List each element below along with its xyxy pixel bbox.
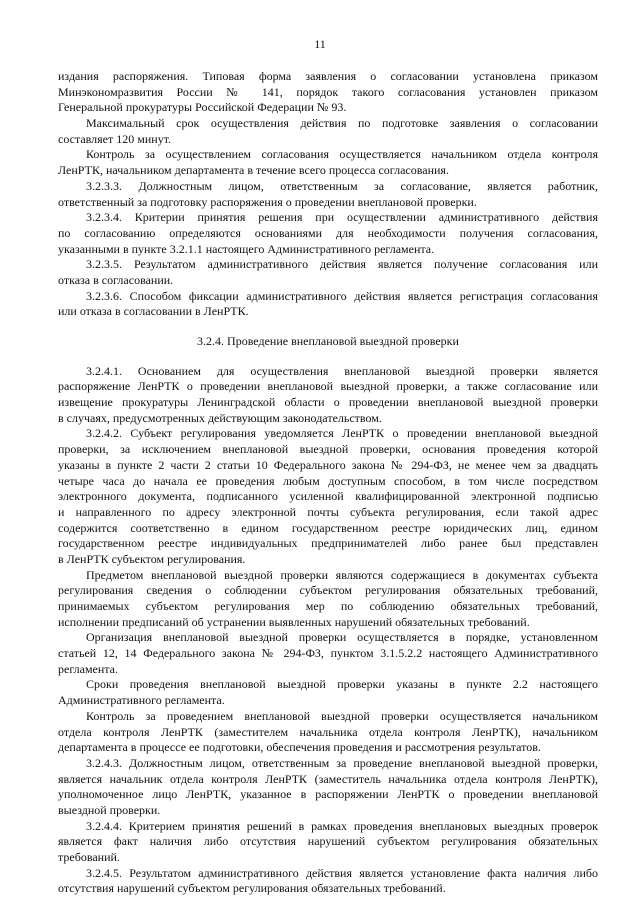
text-line: 3.2.3.6. Способом фиксации административного действия является регистрация согласования bbox=[86, 288, 598, 303]
text-line: Контроль за осуществлением согласования осуществляется начальником отдела контроля bbox=[86, 147, 598, 162]
text-line: отсутствия нарушений субъектом регулирования обязательных требований. bbox=[58, 881, 446, 896]
text-line: 3.2.3.3. Должностным лицом, ответственным за согласование, является работник, bbox=[86, 178, 598, 193]
text-line: указанными в пункте 3.2.1.1 настоящего Административного регламента. bbox=[58, 241, 435, 256]
text-line: Сроки проведения внеплановой выездной проверки указаны в пункте 2.2 настоящего bbox=[86, 677, 598, 692]
text-line: содержится соответственно в едином государственном реестре юридических лиц, едином bbox=[58, 520, 598, 535]
text-line: указаны в пункте 2 части 2 статьи 10 Федерального закона № 294-ФЗ, не менее чем за двадцать bbox=[58, 457, 598, 472]
text-line: 3.2.4.3. Должностным лицом, ответственным за проведение внеплановой выездной проверки, bbox=[86, 755, 598, 770]
text-line: Максимальный срок осуществления действия по подготовке заявления о согласовании bbox=[86, 116, 598, 131]
text-line: является факт наличия либо отсутствия нарушений субъектом регулирования обязательных bbox=[58, 834, 598, 849]
text-line: проверки, за исключением внеплановой выездной проверки, основания проведения которой bbox=[58, 442, 598, 457]
text-line: ЛенРТК, начальником департамента в течение всего процесса согласования. bbox=[58, 163, 449, 178]
text-line: и направленного по адресу электронной почты субъекта регулирования, если такой адрес bbox=[58, 504, 598, 519]
text-line: Контроль за проведением внеплановой выездной проверки осуществляется начальником bbox=[86, 708, 598, 723]
text-line: департамента в процессе ее подготовки, обеспечения проведения и рассмотрения результатов. bbox=[58, 740, 541, 755]
text-line: 3.2.4.4. Критерием принятия решений в рамках проведения внеплановых выездных проверок bbox=[86, 818, 598, 833]
text-line: требований. bbox=[58, 850, 120, 864]
text-line: издания распоряжения. Типовая форма заявления о согласовании установлена приказом bbox=[58, 69, 598, 83]
text-line: уполномоченное лицо ЛенРТК, указанное в распоряжении ЛенРТК о проведении внеплановой bbox=[58, 787, 598, 802]
text-line: составляет 120 минут. bbox=[58, 131, 172, 146]
text-line: по согласованию определяются основаниями для необходимости получения согласования, bbox=[58, 225, 598, 240]
page-number: 11 bbox=[314, 37, 326, 51]
text-line: ответственный за подготовку распоряжения о проведении внеплановой проверки. bbox=[58, 194, 477, 209]
text-line: выездной проверки. bbox=[58, 802, 161, 817]
document-body bbox=[58, 69, 598, 897]
text-line: государственном реестре индивидуальных предпринимателей либо ранее был представлен bbox=[58, 536, 598, 551]
text-line: отказа в согласовании. bbox=[58, 272, 174, 287]
text-line: регламента. bbox=[58, 661, 119, 676]
text-line: 3.2.4.2. Субъект регулирования уведомляется ЛенРТК о проведении внеплановой выездной bbox=[86, 426, 598, 441]
text-line: статьей 12, 14 Федерального закона № 294-ФЗ, пунктом 3.1.5.2.2 настоящего Административного bbox=[58, 646, 598, 661]
text-line: распоряжение ЛенРТК о проведении внеплановой выездной проверки, а также согласование или bbox=[58, 379, 598, 394]
text-line: Предметом внеплановой выездной проверки являются содержащиеся в документах субъекта bbox=[86, 567, 598, 582]
text-line: исполнении предписаний об устранении выявленных нарушений обязательных требований. bbox=[58, 614, 530, 629]
text-line: извещение прокуратуры Ленинградской области о проведении внеплановой выездной проверки bbox=[58, 395, 598, 410]
text-line: четыре часа до начала ее проведения любым доступным способом, в том числе посредством bbox=[58, 473, 598, 488]
text-line: 3.2.4.5. Результатом административного действия является установление факта наличия либо bbox=[86, 865, 598, 880]
text-line: в ЛенРТК субъектом регулирования. bbox=[58, 551, 246, 566]
text-line: Организация внеплановой выездной проверки осуществляется в порядке, установленном bbox=[86, 630, 598, 645]
text-line: является начальник отдела контроля ЛенРТК (заместитель начальника отдела контроля ЛенРТК), bbox=[58, 771, 598, 786]
text-line: отдела контроля ЛенРТК (заместителем начальника отдела контроля ЛенРТК), начальником bbox=[58, 724, 598, 739]
text-line: 3.2.4.1. Основанием для осуществления внеплановой выездной проверки является bbox=[86, 363, 598, 378]
text-line: электронного документа, подписанного усиленной квалифицированной электронной подписью bbox=[58, 489, 598, 504]
text-line: 3.2.3.4. Критерии принятия решения при осуществлении административного действия bbox=[86, 210, 598, 225]
text-line: в случаях, предусмотренных действующим законодательством. bbox=[58, 410, 382, 425]
text-line: регулирования сведения о соблюдении субъектом регулирования обязательных требований, bbox=[58, 583, 598, 598]
text-line: Административного регламента. bbox=[58, 693, 225, 708]
text-line: Генеральной прокуратуры Российской Федерации № 93. bbox=[58, 100, 347, 115]
text-line: или отказа в согласовании в ЛенРТК. bbox=[58, 304, 249, 319]
text-line: принимаемых субъектом регулирования мер по соблюдению обязательных требований, bbox=[58, 599, 598, 613]
section-heading: 3.2.4. Проведение внеплановой выездной проверки bbox=[197, 334, 459, 348]
text-line: Минэкономразвития России № 141, порядок такого согласования установлен приказом bbox=[58, 84, 598, 99]
text-line: 3.2.3.5. Результатом административного действия является получение согласования или bbox=[86, 257, 598, 272]
